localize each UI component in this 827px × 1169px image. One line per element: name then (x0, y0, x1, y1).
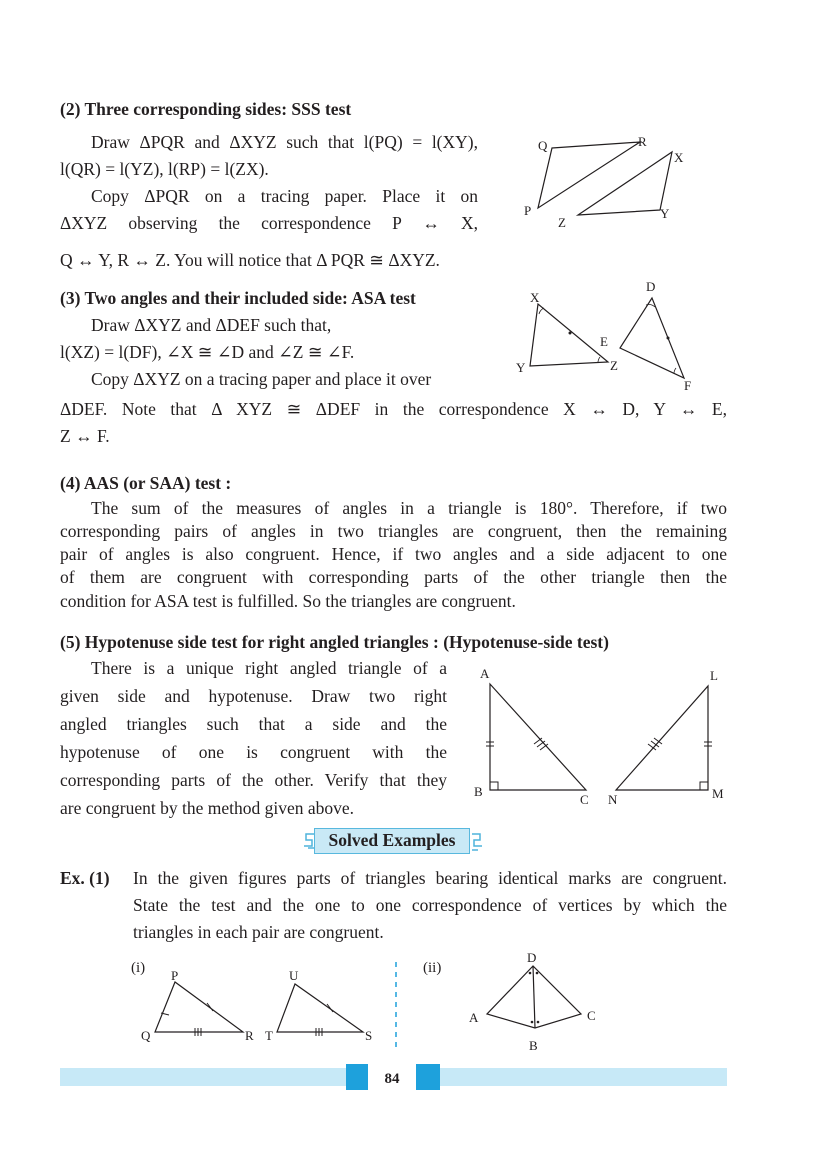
page-number: 84 (368, 1062, 416, 1096)
asa-triangles-figure (508, 278, 708, 393)
aas-heading: (4) AAS (or SAA) test : (60, 473, 232, 493)
fig1-label-r: R (245, 1028, 254, 1043)
hyp-line-5: corresponding parts of the other. Verify that they (60, 770, 447, 790)
example-label: Ex. (1) (60, 868, 110, 888)
hyp-heading: (5) Hypotenuse side test for right angled triangles : (Hypotenuse-side test) (60, 632, 609, 652)
aas-line-4: of them are congruent with corresponding parts of the other triangle then the (60, 567, 727, 587)
fig1-label-p: P (171, 968, 179, 983)
fig2-tag: (ii) (423, 960, 442, 976)
aas-line-3: pair of angles is also congruent. Hence, if two angles and a side adjacent to one (60, 544, 727, 564)
hyp-line-1: There is a unique right angled triangle of a (91, 658, 447, 678)
asa-label-y: Y (516, 360, 526, 375)
hyp-label-l: L (710, 668, 718, 683)
aas-line-5: condition for ASA test is fulfilled. So the triangles are congruent. (60, 591, 516, 611)
example-figures (125, 952, 725, 1057)
aas-line-1: The sum of the measures of angles in a triangle is 180°. Therefore, if two (91, 498, 727, 518)
sss-line-3: Copy ΔPQR on a tracing paper. Place it on (91, 186, 478, 206)
fig1-label-u: U (289, 968, 299, 983)
hyp-label-c: C (580, 792, 589, 807)
fig2-label-b: B (529, 1038, 538, 1053)
fig2-label-c: C (587, 1008, 596, 1023)
hyp-label-n: N (608, 792, 618, 807)
example-line-3: triangles in each pair are congruent. (133, 922, 384, 942)
sss-line-4: ΔXYZ observing the correspondence P ↔ X, (60, 213, 478, 233)
asa-line-2: l(XZ) = l(DF), ∠X ≅ ∠D and ∠Z ≅ ∠F. (60, 342, 355, 362)
asa-line-4: ΔDEF. Note that Δ XYZ ≅ ΔDEF in the correspondence X ↔ D, Y ↔ E, (60, 399, 727, 419)
sss-label-r: R (638, 134, 647, 149)
asa-label-f: F (684, 378, 692, 393)
sss-label-p: P (524, 203, 532, 218)
sss-label-y: Y (660, 206, 670, 221)
hyp-label-m: M (712, 786, 724, 801)
fig1-tag: (i) (131, 960, 146, 976)
sss-line-5: Q ↔ Y, R ↔ Z. You will notice that Δ PQR ≅ ΔXYZ. (60, 250, 440, 270)
hyp-label-a: A (480, 666, 490, 681)
asa-label-x: X (530, 290, 540, 305)
sss-label-z: Z (558, 215, 566, 230)
solved-examples-title: Solved Examples (314, 828, 470, 854)
asa-label-z: Z (610, 358, 618, 373)
sss-line-1: Draw ΔPQR and ΔXYZ such that l(PQ) = l(XY), (91, 132, 478, 152)
aas-line-2: corresponding pairs of angles in two triangles are congruent, then the remaining (60, 521, 727, 541)
sss-label-x: X (674, 150, 684, 165)
fig1-label-q: Q (141, 1028, 151, 1043)
hyp-line-3: angled triangles such that a side and the (60, 714, 447, 734)
sss-line-2: l(QR) = l(YZ), l(RP) = l(ZX). (60, 159, 269, 179)
fig2-label-d: D (527, 952, 537, 965)
asa-heading: (3) Two angles and their included side: ASA test (60, 288, 416, 308)
asa-label-d: D (646, 279, 656, 294)
example-line-2: State the test and the one to one correspondence of vertices by which the (133, 895, 727, 915)
asa-line-5: Z ↔ F. (60, 426, 110, 446)
asa-line-1: Draw ΔXYZ and ΔDEF such that, (91, 315, 332, 335)
fig1-label-s: S (365, 1028, 373, 1043)
sss-triangles-figure (510, 130, 710, 230)
hypotenuse-triangles-figure (468, 662, 730, 812)
fig2-label-a: A (469, 1010, 479, 1025)
fig1-label-t: T (265, 1028, 273, 1043)
hyp-label-b: B (474, 784, 483, 799)
asa-label-e: E (600, 334, 608, 349)
hyp-line-4: hypotenuse of one is congruent with the (60, 742, 447, 762)
example-line-1: In the given figures parts of triangles bearing identical marks are congruent. (133, 868, 727, 888)
solved-examples-banner (300, 826, 486, 858)
hyp-line-2: given side and hypotenuse. Draw two right (60, 686, 447, 706)
sss-heading: (2) Three corresponding sides: SSS test (60, 99, 352, 119)
hyp-line-6: are congruent by the method given above. (60, 798, 354, 818)
sss-label-q: Q (538, 138, 548, 153)
asa-line-3: Copy ΔXYZ on a tracing paper and place it over (91, 369, 432, 389)
